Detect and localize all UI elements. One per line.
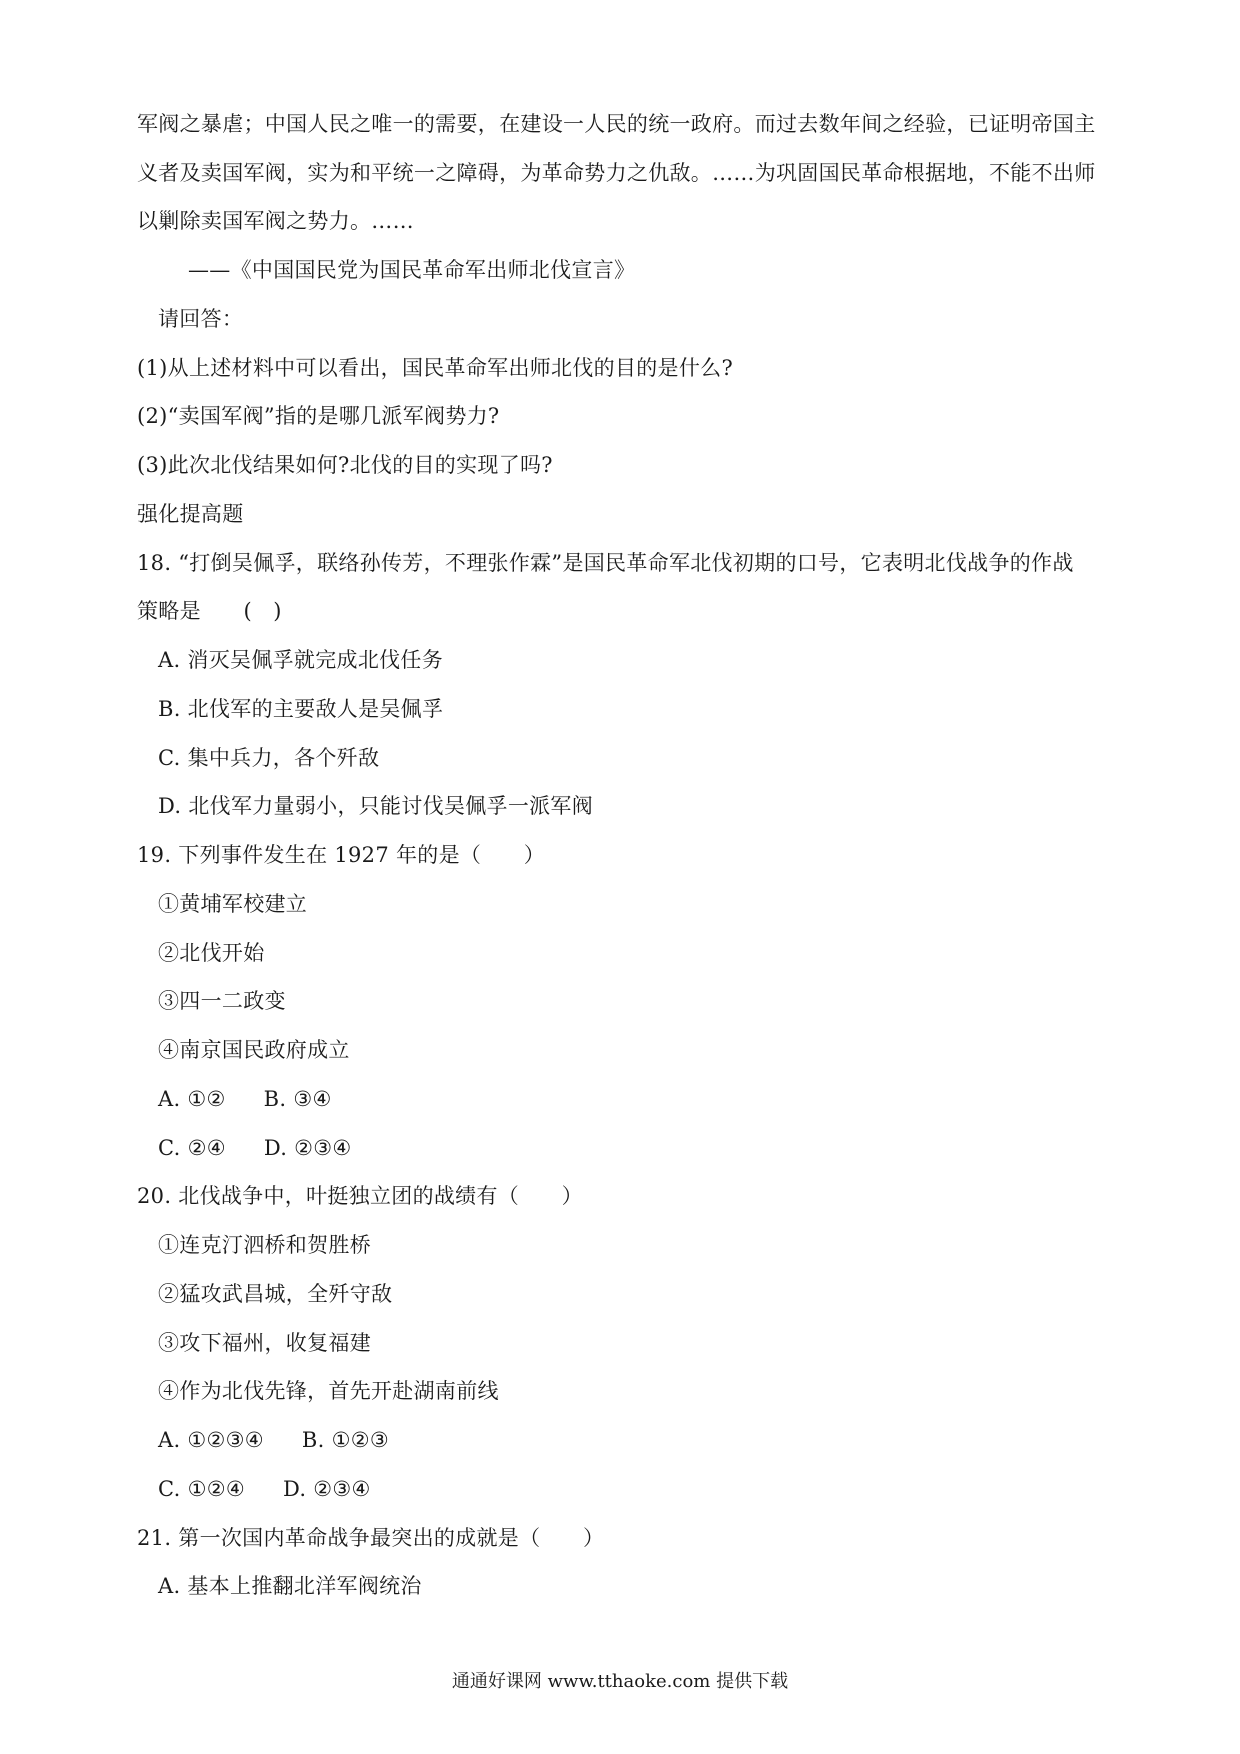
q19-stem: 19. 下列事件发生在 1927 年的是（ ） bbox=[137, 843, 546, 867]
section-title: 强化提高题 bbox=[137, 502, 244, 526]
q18-stem-line-2: 策略是 ( ) bbox=[137, 599, 282, 623]
q19-option-c: C. ②④ bbox=[158, 1136, 226, 1160]
sub-question-3: (3)此次北伐结果如何?北伐的目的实现了吗? bbox=[137, 453, 553, 477]
q20-option-a: A. ①②③④ bbox=[158, 1428, 264, 1452]
q20-option-c: C. ①②④ bbox=[158, 1477, 245, 1501]
q19-option-d: D. ②③④ bbox=[263, 1136, 352, 1160]
q19-item-4: ④南京国民政府成立 bbox=[158, 1038, 350, 1062]
q20-stem: 20. 北伐战争中，叶挺独立团的战绩有（ ） bbox=[137, 1184, 583, 1208]
q21-option-a: A. 基本上推翻北洋军阀统治 bbox=[158, 1574, 422, 1598]
q19-option-b: B. ③④ bbox=[263, 1087, 332, 1111]
q19-options-row-2 bbox=[158, 1134, 352, 1162]
q19-option-a: A. ①② bbox=[158, 1087, 226, 1111]
material-line-2: 义者及卖国军阀，实为和平统一之障碍，为革命势力之仇敌。……为巩固国民革命根据地，不能不出师 bbox=[137, 161, 1096, 185]
q20-option-d: D. ②③④ bbox=[282, 1477, 371, 1501]
q19-options-row-1 bbox=[158, 1085, 332, 1113]
q20-options-row-1 bbox=[158, 1426, 389, 1454]
q18-option-b: B. 北伐军的主要敌人是吴佩孚 bbox=[158, 697, 444, 721]
sub-question-2: (2)“卖国军阀”指的是哪几派军阀势力? bbox=[137, 404, 500, 428]
page-footer: 通通好课网 www.tthaoke.com 提供下载 bbox=[451, 1671, 789, 1692]
q18-option-d: D. 北伐军力量弱小，只能讨伐吴佩孚一派军阀 bbox=[158, 794, 594, 818]
q20-item-1: ①连克汀泗桥和贺胜桥 bbox=[158, 1233, 371, 1257]
q21-stem: 21. 第一次国内革命战争最突出的成就是（ ） bbox=[137, 1526, 605, 1550]
q20-options-row-2 bbox=[158, 1475, 371, 1503]
answer-prompt: 请回答： bbox=[158, 307, 244, 331]
q20-option-b: B. ①②③ bbox=[301, 1428, 389, 1452]
q20-item-4: ④作为北伐先锋，首先开赴湖南前线 bbox=[158, 1379, 499, 1403]
q19-item-3: ③四一二政变 bbox=[158, 989, 286, 1013]
material-source: ——《中国国民党为国民革命军出师北伐宣言》 bbox=[188, 258, 636, 282]
material-line-1: 军阀之暴虐；中国人民之唯一的需要，在建设一人民的统一政府。而过去数年间之经验，已证明帝国主 bbox=[137, 112, 1096, 136]
sub-question-1: (1)从上述材料中可以看出，国民革命军出师北伐的目的是什么? bbox=[137, 356, 734, 380]
q19-item-1: ①黄埔军校建立 bbox=[158, 892, 308, 916]
material-line-3: 以剿除卖国军阀之势力。…… bbox=[137, 209, 414, 233]
q20-item-2: ②猛攻武昌城，全歼守敌 bbox=[158, 1282, 393, 1306]
q19-item-2: ②北伐开始 bbox=[158, 941, 265, 965]
q18-option-c: C. 集中兵力，各个歼敌 bbox=[158, 746, 380, 770]
q20-item-3: ③攻下福州，收复福建 bbox=[158, 1331, 371, 1355]
q18-stem-line-1: 18. “打倒吴佩孚，联络孙传芳，不理张作霖”是国民革命军北伐初期的口号，它表明北伐战争的作战 bbox=[137, 551, 1074, 575]
q18-option-a: A. 消灭吴佩孚就完成北伐任务 bbox=[158, 648, 444, 672]
